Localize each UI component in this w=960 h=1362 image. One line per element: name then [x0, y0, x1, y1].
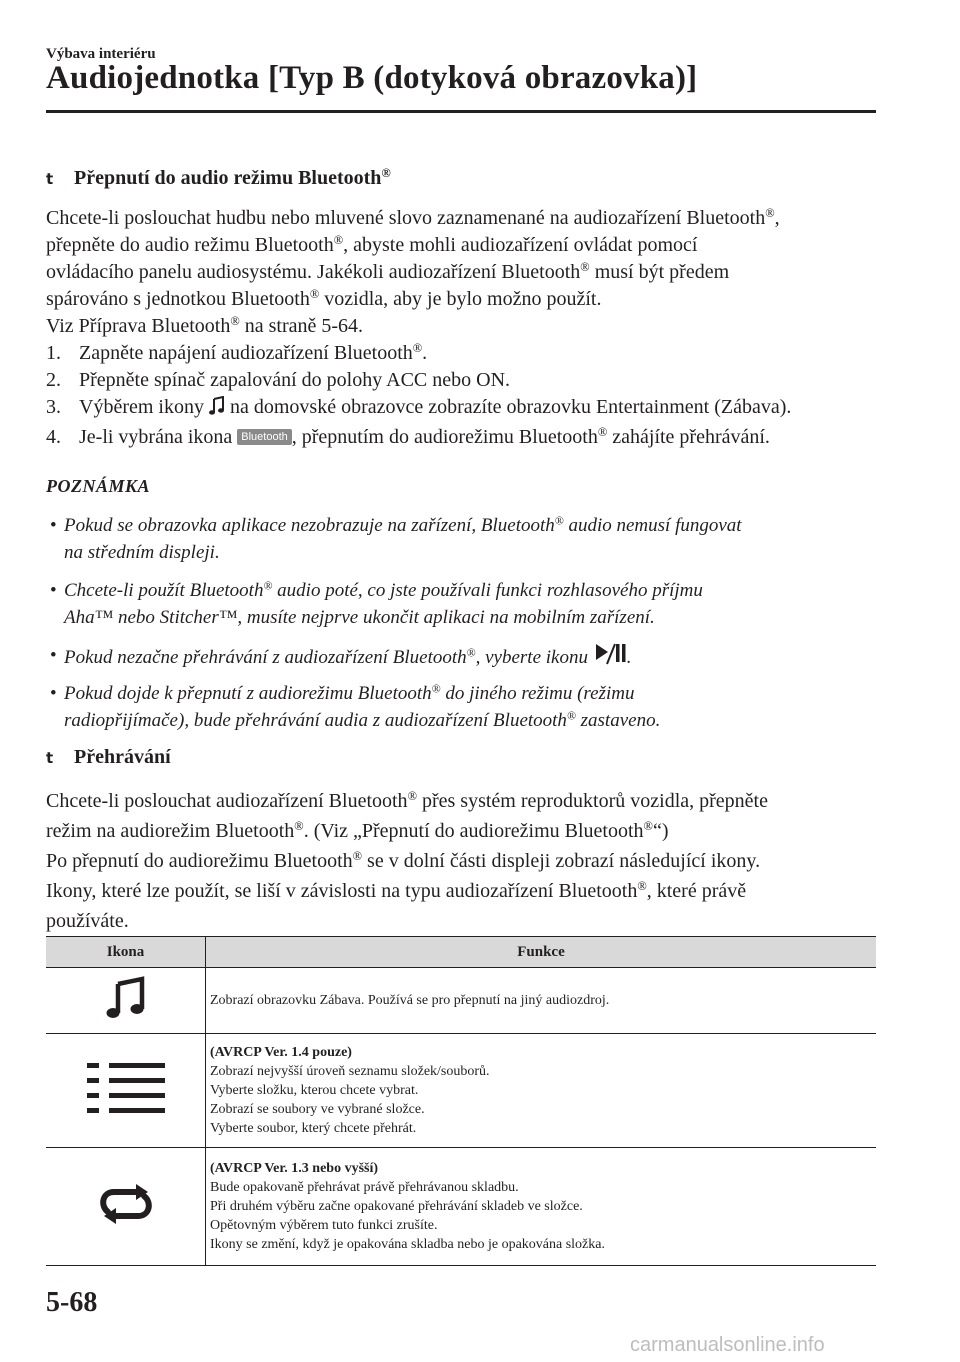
note-list: [46, 512, 876, 745]
icon-cell: [46, 968, 206, 1034]
note-title: POZNÁMKA: [46, 476, 151, 496]
list-icon: [87, 1063, 165, 1113]
paragraph-line: Po přepnutí do audiorežimu Bluetooth® se v dolní části displeji zobrazí následující ikony.: [46, 849, 761, 872]
paragraph-line: spárováno s jednotkou Bluetooth® vozidla, aby je bylo možno použít.: [46, 287, 602, 310]
section-marker: t: [46, 749, 54, 767]
section-heading-playback: Přehrávání: [74, 746, 171, 768]
function-cell: (AVRCP Ver. 1.4 pouze) Zobrazí nejvyšší úroveň seznamu složek/souborů. Vyberte složku, kterou chcete vybrat. Zobrazí se soubory ve vybrané složce. Vyberte soubor, který chcete přehrát.: [206, 1034, 877, 1148]
section-label: Výbava interiéru: [46, 46, 156, 62]
section-marker: t: [46, 170, 54, 188]
list-item: • Pokud dojde k přepnutí z audiorežimu Bluetooth® do jiného režimu (režimu radiopřijímače), bude přehrávání audia z audiozařízení Bluetooth® zastaveno.: [50, 682, 661, 731]
page-title: Audiojednotka [Typ B (dotyková obrazovka)]: [46, 60, 698, 96]
section-body-playback: [46, 786, 876, 936]
table-row: [46, 968, 876, 1034]
paragraph-line: Ikony, které lze použít, se liší v závislosti na typu audiozařízení Bluetooth®, které právě: [46, 879, 747, 902]
title-rule: [46, 110, 876, 113]
paragraph-line: Viz Příprava Bluetooth® na straně 5-64.: [46, 314, 364, 337]
list-item: • Pokud se obrazovka aplikace nezobrazuje na zařízení, Bluetooth® audio nemusí fungovat na středním displeji.: [50, 514, 742, 563]
list-item: • Chcete-li použít Bluetooth® audio poté, co jste používali funkci rozhlasového příjmu Aha™ nebo Stitcher™, musíte nejprve ukončit aplikaci na mobilním zařízení.: [50, 579, 703, 628]
list-item: 2. Přepněte spínač zapalování do polohy ACC nebo ON.: [46, 369, 511, 391]
page-number: 5-68: [46, 1287, 98, 1318]
icon-function-table: [46, 936, 876, 1266]
column-header-icon: Ikona: [46, 937, 206, 968]
paragraph-line: používáte.: [46, 910, 129, 932]
icon-cell: [46, 1034, 206, 1148]
music-note-icon: [209, 396, 225, 424]
paragraph-line: Chcete-li poslouchat hudbu nebo mluvené slovo zaznamenané na audiozařízení Bluetooth®,: [46, 206, 780, 229]
paragraph-line: přepněte do audio režimu Bluetooth®, abyste mohli audiozařízení ovládat pomocí: [46, 233, 698, 256]
table-header-row: [46, 937, 876, 968]
repeat-icon: [94, 1182, 158, 1226]
function-cell: Zobrazí obrazovku Zábava. Používá se pro přepnutí na jiný audiozdroj.: [206, 968, 877, 1034]
function-cell: (AVRCP Ver. 1.3 nebo vyšší) Bude opakovaně přehrávat právě přehrávanou skladbu. Při druhém výběru začne opakované přehrávání skladeb ve složce. Opětovným výběrem tuto funkci zrušíte. Ikony se změní, když je opakována skladba nebo je opakována složka.: [206, 1148, 877, 1266]
watermark: carmanualsonline.info: [630, 1334, 825, 1356]
section-heading-bluetooth: Přepnutí do audio režimu Bluetooth®: [74, 166, 391, 189]
paragraph-line: režim na audiorežim Bluetooth®. (Viz „Přepnutí do audiorežimu Bluetooth®“): [46, 819, 669, 842]
list-item: 4. Je-li vybrána ikona Bluetooth , přepnutím do audiorežimu Bluetooth® zahájíte přehrávání.: [46, 425, 770, 448]
music-note-icon: [106, 976, 146, 1020]
paragraph-line: ovládacího panelu audiosystému. Jakékoli audiozařízení Bluetooth® musí být předem: [46, 260, 730, 283]
steps-list: [46, 340, 876, 451]
paragraph-line: Chcete-li poslouchat audiozařízení Bluetooth® přes systém reproduktorů vozidla, přepněte: [46, 789, 768, 812]
table-row: [46, 1148, 876, 1266]
table-row: [46, 1034, 876, 1148]
play-pause-icon: [593, 642, 627, 674]
bluetooth-badge-icon: Bluetooth: [237, 429, 291, 445]
list-item: 1. Zapněte napájení audiozařízení Bluetooth®.: [46, 341, 428, 364]
icon-cell: [46, 1148, 206, 1266]
list-item: • Pokud nezačne přehrávání z audiozařízení Bluetooth®, vyberte ikonu .: [46, 642, 876, 674]
list-item: 3. Výběrem ikony na domovské obrazovce zobrazíte obrazovku Entertainment (Zábava).: [46, 394, 876, 424]
section-body-bluetooth: [46, 205, 876, 451]
column-header-function: Funkce: [206, 937, 877, 968]
